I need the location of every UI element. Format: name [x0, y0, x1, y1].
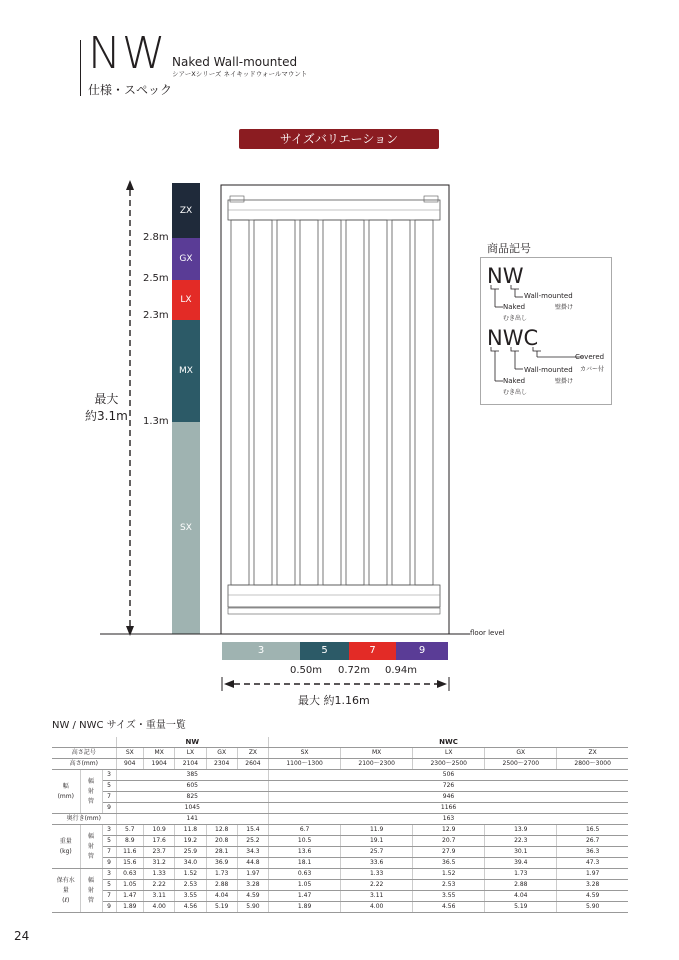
cell: SX — [269, 748, 341, 759]
cell: 946 — [269, 792, 628, 803]
cell: 10.9 — [144, 825, 175, 836]
legend-nw-naked: Naked — [503, 303, 526, 311]
table-row — [52, 759, 628, 770]
cell: 5 — [102, 880, 116, 891]
subtitle-jp: シアーXシリーズ ネイキッドウォールマウント — [172, 70, 308, 78]
table-row — [52, 836, 628, 847]
width-label-9: 0.94m — [385, 665, 418, 676]
cell: 23.7 — [144, 847, 175, 858]
cell: ZX — [557, 748, 628, 759]
width-label — [52, 770, 80, 814]
cell: 726 — [269, 781, 628, 792]
page-number: 24 — [14, 929, 30, 943]
group-nwc: NWC — [269, 737, 628, 748]
cell: 1.89 — [116, 902, 144, 913]
cell: 825 — [116, 792, 269, 803]
cell: 11.9 — [341, 825, 413, 836]
cell: 4.00 — [341, 902, 413, 913]
cell: 22.3 — [485, 836, 557, 847]
width-label-text: 幅 — [62, 782, 69, 790]
cell: 2.88 — [206, 880, 237, 891]
fin-label — [80, 869, 102, 913]
table-row — [52, 814, 628, 825]
cell: 5.90 — [557, 902, 628, 913]
cell: 141 — [116, 814, 269, 825]
cell: 13.6 — [269, 847, 341, 858]
cell: 2300〜2500 — [413, 759, 485, 770]
cell: 20.7 — [413, 836, 485, 847]
max-height-label-1: 最大 — [94, 392, 119, 406]
cell: 5 — [102, 781, 116, 792]
cell: 2100〜2300 — [341, 759, 413, 770]
cell: 1045 — [116, 803, 269, 814]
title-divider — [80, 40, 81, 96]
water-label-2: 量 — [62, 886, 69, 894]
width-seg-5: 5 — [300, 642, 349, 660]
cell: 2.53 — [175, 880, 206, 891]
cell: 4.00 — [144, 902, 175, 913]
cell: 8.9 — [116, 836, 144, 847]
cell: 4.59 — [237, 891, 268, 902]
max-width-label: 最大 約1.16m — [298, 694, 370, 707]
cell: LX — [175, 748, 206, 759]
weight-label — [52, 825, 80, 869]
cell: 7 — [102, 792, 116, 803]
table-row — [52, 781, 628, 792]
cell: 47.3 — [557, 858, 628, 869]
cell: MX — [144, 748, 175, 759]
weight-unit: (kg) — [59, 847, 72, 855]
legend-nwc-wall-mounted: Wall-mounted — [524, 366, 573, 374]
cell: 9 — [102, 803, 116, 814]
height-seg-lx: LX — [172, 280, 200, 320]
cell: 3.11 — [144, 891, 175, 902]
fin-label-2: 射 — [87, 787, 94, 795]
cell: 1.97 — [557, 869, 628, 880]
height-seg-sx: SX — [172, 422, 200, 634]
height-label-zx: 2.8m — [143, 232, 169, 243]
water-label — [52, 869, 80, 913]
cell: 19.1 — [341, 836, 413, 847]
cell: 2304 — [206, 759, 237, 770]
legend-nwc-naked: Naked — [503, 377, 526, 385]
cell: 2604 — [237, 759, 268, 770]
size-variation-banner: サイズバリエーション — [239, 129, 439, 149]
cell: 34.0 — [175, 858, 206, 869]
depth-label: 奥行き(mm) — [52, 814, 116, 825]
cell: 385 — [116, 770, 269, 781]
cell: 7 — [102, 891, 116, 902]
legend-nw-wall-mounted-jp: 壁掛け — [555, 304, 574, 311]
water-unit: (ℓ) — [62, 896, 70, 904]
cell: 3.11 — [341, 891, 413, 902]
cell: MX — [341, 748, 413, 759]
cell: 2800〜3000 — [557, 759, 628, 770]
cell: 2.88 — [485, 880, 557, 891]
table-row — [52, 825, 628, 836]
floor-level-label: floor level — [470, 629, 505, 637]
cell: 3.28 — [557, 880, 628, 891]
cell: 605 — [116, 781, 269, 792]
cell: 6.7 — [269, 825, 341, 836]
cell: 5.90 — [237, 902, 268, 913]
width-seg-7: 7 — [349, 642, 396, 660]
cell: 31.2 — [144, 858, 175, 869]
table-title: NW / NWC サイズ・重量一覧 — [52, 720, 186, 731]
cell: 12.9 — [413, 825, 485, 836]
weight-label-text: 重量 — [59, 837, 72, 845]
cell: 26.7 — [557, 836, 628, 847]
cell: 17.6 — [144, 836, 175, 847]
cell: 20.8 — [206, 836, 237, 847]
fin-label — [80, 770, 102, 814]
cell: 11.6 — [116, 847, 144, 858]
cell: 5.19 — [485, 902, 557, 913]
cell: 7 — [102, 847, 116, 858]
cell: 15.6 — [116, 858, 144, 869]
fin-label-2: 射 — [87, 842, 94, 850]
legend-nwc-wall-mounted-jp: 壁掛け — [555, 378, 574, 385]
cell: 39.4 — [485, 858, 557, 869]
cell: 1.33 — [341, 869, 413, 880]
cell: 1.33 — [144, 869, 175, 880]
table-row — [52, 880, 628, 891]
height-seg-zx: ZX — [172, 183, 200, 238]
cell: 25.2 — [237, 836, 268, 847]
legend-nwc-covered: Covered — [575, 353, 605, 361]
cell: 1.73 — [485, 869, 557, 880]
cell: GX — [485, 748, 557, 759]
cell: 13.9 — [485, 825, 557, 836]
subtitle-en: Naked Wall-mounted — [172, 55, 298, 69]
cell: 2.22 — [144, 880, 175, 891]
fin-label-2: 射 — [87, 886, 94, 894]
cell: 904 — [116, 759, 144, 770]
cell: 10.5 — [269, 836, 341, 847]
cell: 1.05 — [116, 880, 144, 891]
legend-nwc-covered-jp: カバー付 — [580, 366, 605, 373]
cell: ZX — [237, 748, 268, 759]
cell: 3.55 — [413, 891, 485, 902]
cell: 33.6 — [341, 858, 413, 869]
cell: 36.5 — [413, 858, 485, 869]
cell: 2500〜2700 — [485, 759, 557, 770]
table-row — [52, 869, 628, 880]
cell: 28.1 — [206, 847, 237, 858]
table-row — [52, 803, 628, 814]
cell: 3 — [102, 770, 116, 781]
radiator-drawing — [100, 180, 500, 650]
fin-label-1: 輻 — [87, 777, 94, 785]
fin-label-3: 管 — [87, 797, 94, 805]
legend-nwc: NWC — [487, 326, 539, 350]
height-label-mx: 1.3m — [143, 416, 169, 427]
table-row — [52, 792, 628, 803]
cell: 1.97 — [237, 869, 268, 880]
cell: 4.04 — [206, 891, 237, 902]
cell: 3 — [102, 825, 116, 836]
height-seg-mx: MX — [172, 320, 200, 422]
cell: 0.63 — [269, 869, 341, 880]
cell: 4.56 — [175, 902, 206, 913]
max-height-label-2: 約3.1m — [85, 409, 128, 423]
cell: 1.52 — [175, 869, 206, 880]
fin-label-1: 輻 — [87, 876, 94, 884]
cell: 2.53 — [413, 880, 485, 891]
cell: 1.47 — [269, 891, 341, 902]
cell: 4.56 — [413, 902, 485, 913]
cell: 1.52 — [413, 869, 485, 880]
cell: 506 — [269, 770, 628, 781]
legend-nwc-naked-jp: むき出し — [503, 389, 528, 396]
fin-label-1: 輻 — [87, 832, 94, 840]
cell: 1.73 — [206, 869, 237, 880]
cell: 2104 — [175, 759, 206, 770]
cell: 44.8 — [237, 858, 268, 869]
cell: 1.05 — [269, 880, 341, 891]
cell: 19.2 — [175, 836, 206, 847]
table-row — [52, 858, 628, 869]
table-row — [52, 902, 628, 913]
legend-box — [480, 257, 612, 405]
cell: 1.89 — [269, 902, 341, 913]
fin-label-3: 管 — [87, 852, 94, 860]
cell: 36.9 — [206, 858, 237, 869]
cell: LX — [413, 748, 485, 759]
cell: 25.9 — [175, 847, 206, 858]
cell: 15.4 — [237, 825, 268, 836]
cell: 16.5 — [557, 825, 628, 836]
table-row — [52, 770, 628, 781]
table-row — [52, 891, 628, 902]
width-seg-3: 3 — [222, 642, 300, 660]
cell: 3.55 — [175, 891, 206, 902]
cell: 34.3 — [237, 847, 268, 858]
cell: 2.22 — [341, 880, 413, 891]
table-row — [52, 748, 628, 759]
legend-title: 商品記号 — [487, 242, 531, 255]
legend-nw-naked-jp: むき出し — [503, 315, 528, 322]
width-arrow — [220, 677, 452, 691]
legend-nw: NW — [487, 264, 524, 288]
width-label-5: 0.50m — [290, 665, 323, 676]
cell: 1100〜1300 — [269, 759, 341, 770]
cell: 25.7 — [341, 847, 413, 858]
cell: 27.9 — [413, 847, 485, 858]
cell: 1166 — [269, 803, 628, 814]
cell: 1.47 — [116, 891, 144, 902]
spec-label: 仕様・スペック — [88, 83, 173, 97]
cell: 0.63 — [116, 869, 144, 880]
table-row — [52, 847, 628, 858]
cell: SX — [116, 748, 144, 759]
height-label-lx: 2.3m — [143, 310, 169, 321]
cell: 36.3 — [557, 847, 628, 858]
cell: 12.8 — [206, 825, 237, 836]
group-nw: NW — [116, 737, 269, 748]
cell: 5 — [102, 836, 116, 847]
spec-table — [52, 737, 628, 913]
cell: 4.59 — [557, 891, 628, 902]
cell: 5.7 — [116, 825, 144, 836]
row-code-label: 高さ記号 — [52, 748, 116, 759]
fin-label-3: 管 — [87, 896, 94, 904]
height-seg-gx: GX — [172, 238, 200, 280]
cell: 3.28 — [237, 880, 268, 891]
cell: 9 — [102, 902, 116, 913]
cell: GX — [206, 748, 237, 759]
row-height-label: 高さ(mm) — [52, 759, 116, 770]
cell: 3 — [102, 869, 116, 880]
height-label-gx: 2.5m — [143, 273, 169, 284]
cell: 9 — [102, 858, 116, 869]
cell: 11.8 — [175, 825, 206, 836]
width-seg-9: 9 — [396, 642, 448, 660]
legend-nw-wall-mounted: Wall-mounted — [524, 292, 573, 300]
fin-label — [80, 825, 102, 869]
cell: 18.1 — [269, 858, 341, 869]
water-label-1: 保有水 — [56, 876, 75, 884]
cell: 1904 — [144, 759, 175, 770]
cell: 30.1 — [485, 847, 557, 858]
width-unit: (mm) — [57, 792, 74, 800]
cell: 4.04 — [485, 891, 557, 902]
table-row — [52, 737, 628, 748]
width-label-7: 0.72m — [338, 665, 371, 676]
cell: 5.19 — [206, 902, 237, 913]
page-title: NW — [88, 28, 167, 79]
cell: 163 — [269, 814, 628, 825]
